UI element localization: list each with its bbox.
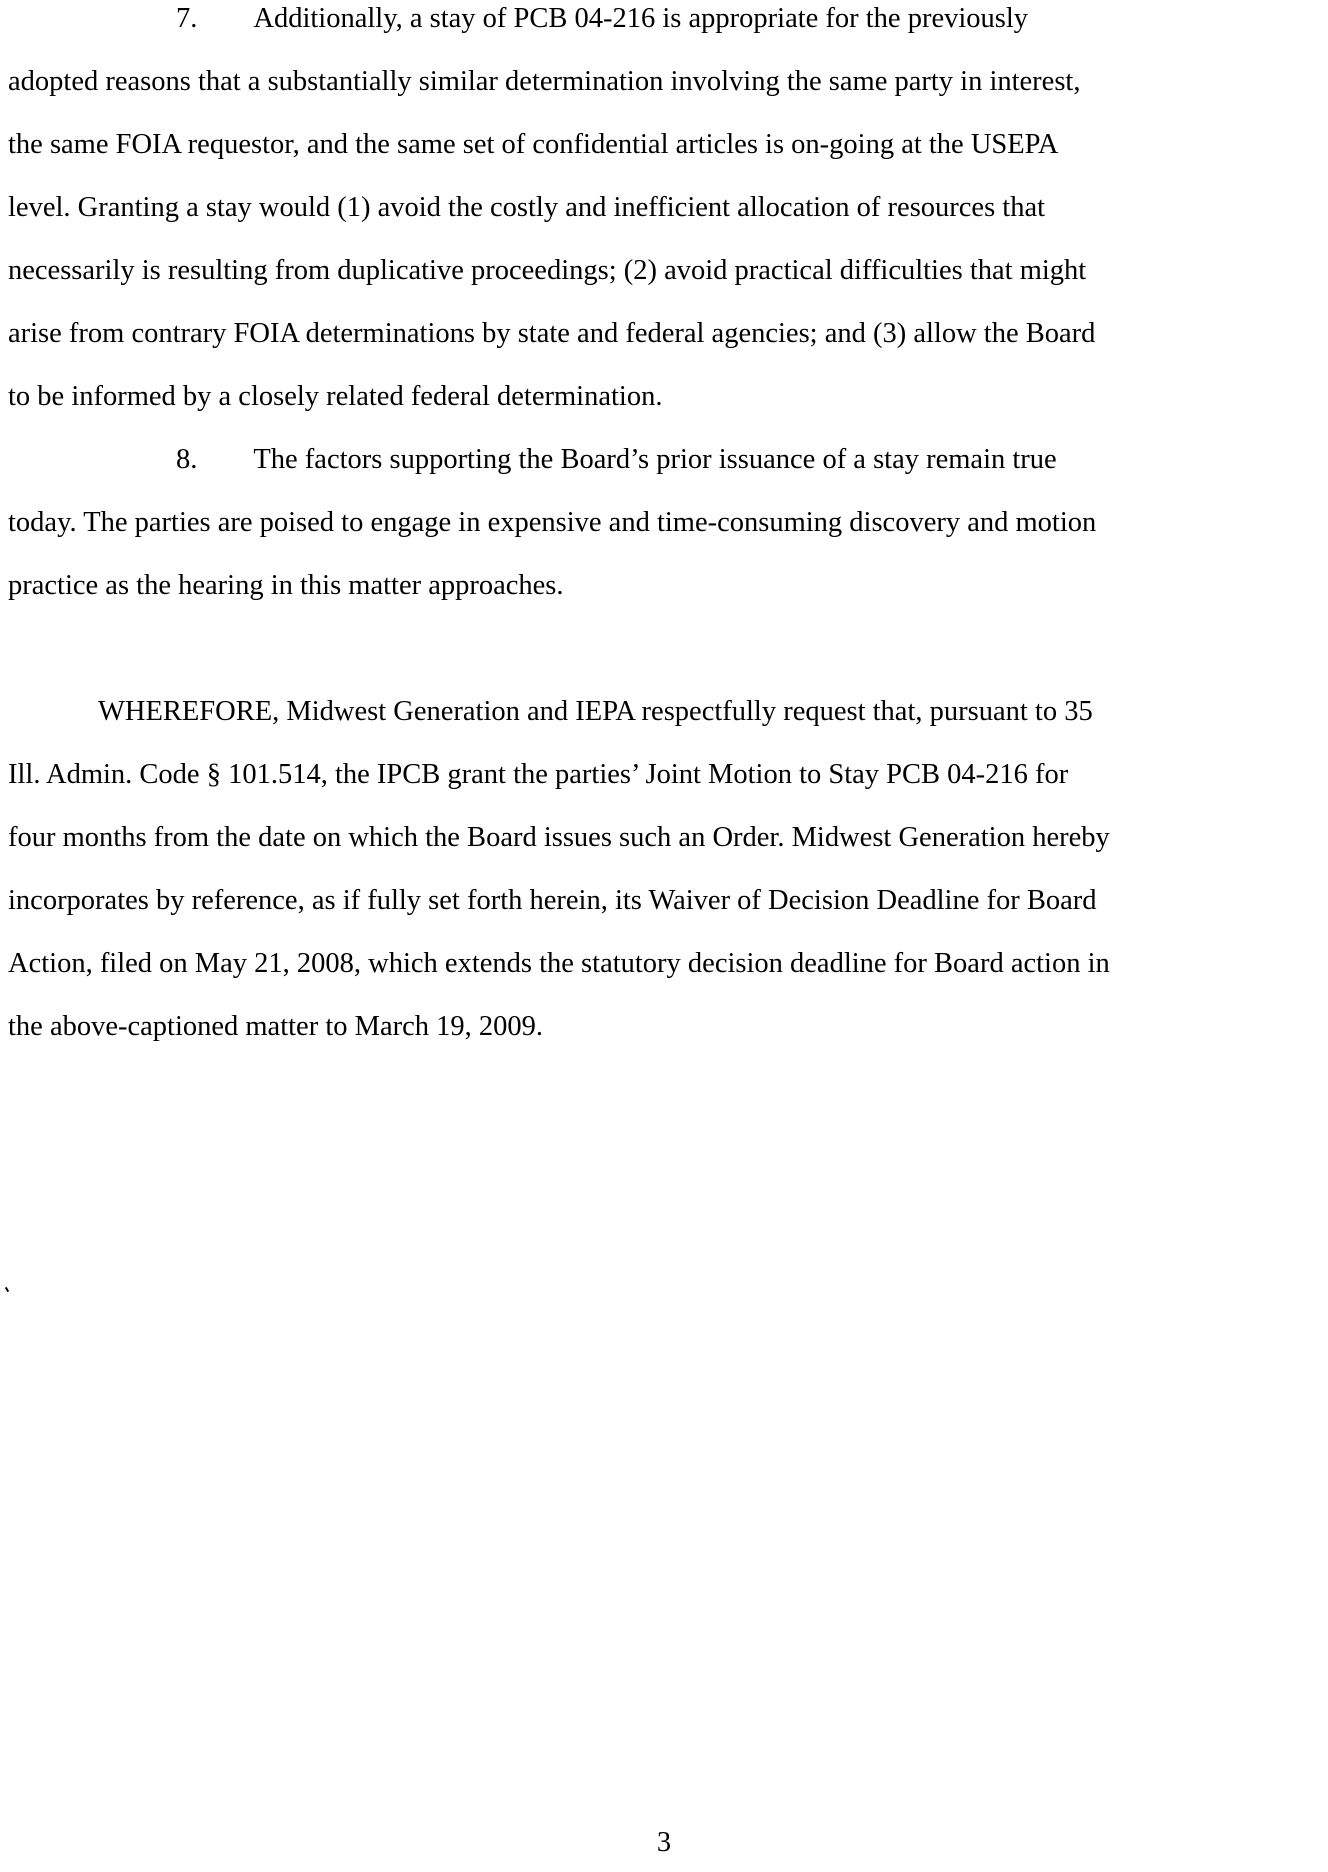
- paragraph-7-line-4: level. Granting a stay would (1) avoid the costly and inefficient allocation of resources that: [8, 192, 1046, 223]
- paragraph-8-line-2: today. The parties are poised to engage in expensive and time-consuming discovery and motion: [8, 507, 1097, 538]
- paragraph-7-line-6: arise from contrary FOIA determinations by state and federal agencies; and (3) allow the Board: [8, 318, 1096, 349]
- paragraph-7-line-1: 7. Additionally, a stay of PCB 04-216 is appropriate for the previously: [176, 3, 1029, 34]
- scan-artifact-mark: [5, 1287, 9, 1292]
- paragraph-8-line-3: practice as the hearing in this matter approaches.: [8, 570, 564, 601]
- paragraph-7-line-5: necessarily is resulting from duplicative proceedings; (2) avoid practical difficulties that might: [8, 255, 1087, 286]
- paragraph-7-line-7: to be informed by a closely related federal determination.: [8, 381, 663, 412]
- wherefore-line-2: Ill. Admin. Code § 101.514, the IPCB grant the parties’ Joint Motion to Stay PCB 04-216 for: [8, 759, 1069, 790]
- paragraph-7-line-3: the same FOIA requestor, and the same set of confidential articles is on-going at the USEPA: [8, 129, 1059, 160]
- paragraph-7-line-2: adopted reasons that a substantially similar determination involving the same party in interest,: [8, 66, 1081, 97]
- paragraph-7-number: 7.: [176, 3, 198, 34]
- wherefore-line-1: WHEREFORE, Midwest Generation and IEPA respectfully request that, pursuant to 35: [98, 696, 1093, 727]
- wherefore-line-5: Action, filed on May 21, 2008, which extends the statutory decision deadline for Board action in: [8, 948, 1110, 979]
- paragraph-8-number: 8.: [176, 444, 198, 475]
- wherefore-line-4: incorporates by reference, as if fully set forth herein, its Waiver of Decision Deadline for Board: [8, 885, 1097, 916]
- page-number: 3: [656, 1827, 672, 1858]
- paragraph-8-line-1: 8. The factors supporting the Board’s prior issuance of a stay remain true: [176, 444, 1057, 475]
- wherefore-line-3: four months from the date on which the Board issues such an Order. Midwest Generation hereby: [8, 822, 1110, 853]
- wherefore-line-6: the above-captioned matter to March 19, 2009.: [8, 1011, 543, 1042]
